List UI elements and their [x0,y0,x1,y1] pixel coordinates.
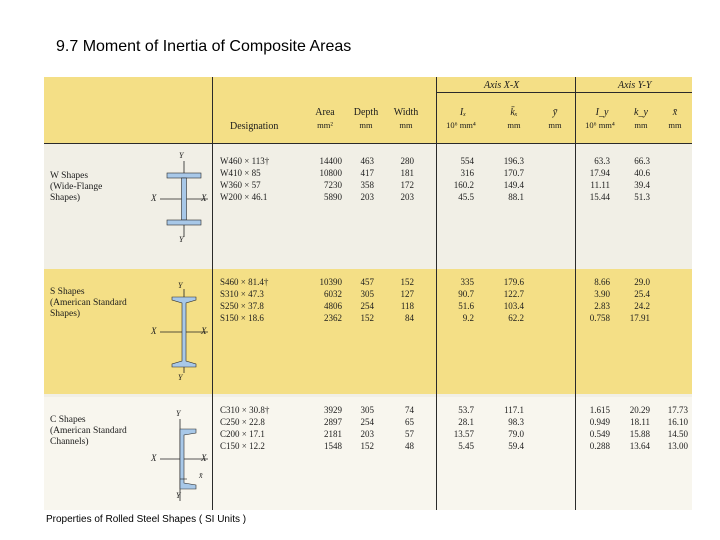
ybar-header: ȳ [552,107,558,118]
axis-xx-header: Axis X-X [484,80,520,91]
w-xbar-col [658,155,688,191]
s-kx-col: 179.6 122.7 103.4 62.2 [503,277,524,323]
w-x-left-label: X [151,193,157,203]
c-ky-col: 20.29 18.11 15.88 13.64 [629,405,650,451]
w-y-bottom-label: Y [179,235,184,244]
divider [44,143,692,144]
c-y-bottom-label: Y [176,491,181,500]
w-kx-col: 196.3 170.7 149.4 88.1 [503,156,524,202]
ky-header: k_y [634,107,648,118]
c-x-left-label: X [151,453,157,463]
w-shapes-label: W Shapes (Wide-Flange Shapes) [50,171,103,203]
s-ix-col: 335 90.7 51.6 9.2 [458,277,474,323]
width-unit: mm [399,120,413,130]
s-depth-col: 457 305 254 152 [360,277,374,323]
c-ix-col: 53.7 28.1 13.57 5.45 [453,405,474,451]
ky-unit: mm [634,120,648,130]
iy-unit: 10⁶ mm⁴ [585,120,615,130]
c-kx-col: 117.1 98.3 79.0 59.4 [504,405,524,451]
c-depth-col: 305 254 203 152 [360,405,374,451]
c-area-col: 3929 2897 2181 1548 [324,405,342,451]
kx-unit: mm [507,120,521,130]
s-width-col: 152 127 118 84 [400,277,414,323]
area-unit: mm² [317,120,333,130]
w-depth-col: 463 417 358 203 [360,156,374,202]
w-width-col: 280 181 172 203 [400,156,414,202]
w-ix-col: 554 316 160.2 45.5 [453,156,474,202]
w-iy-col: 63.3 17.94 11.11 15.44 [589,156,610,202]
slide-title: 9.7 Moment of Inertia of Composite Areas [56,38,352,55]
s-iy-col: 8.66 3.90 2.83 0.758 [589,277,610,323]
designation-header: Designation [230,121,279,132]
s-shapes-label: S Shapes (American Standard Shapes) [50,287,127,319]
depth-unit: mm [359,120,373,130]
c-designation-col: C310 × 30.8† C250 × 22.8 C200 × 17.1 C150 × 12.2 [220,405,270,451]
divider [436,92,692,93]
ix-header: Iₓ [459,107,467,118]
area-header: Area [315,107,335,118]
depth-header: Depth [353,107,379,118]
c-shapes-label: C Shapes (American Standard Channels) [50,415,127,447]
s-x-left-label: X [151,326,157,336]
c-xbar-col: 17.73 16.10 14.50 13.00 [667,405,688,451]
divider [436,77,437,510]
xbar-unit: mm [668,120,682,130]
ybar-unit: mm [548,120,562,130]
w-ky-col: 66.3 40.6 39.4 51.3 [634,156,650,202]
s-area-col: 10390 6032 4806 2362 [319,277,342,323]
w-designation-col: W460 × 113† W410 × 85 W360 × 57 W200 × 46.1 [220,156,270,202]
width-header: Width [393,107,419,118]
ix-unit: 10⁶ mm⁴ [446,120,476,130]
w-x-right-label: X [201,193,207,203]
divider [575,77,576,510]
s-y-bottom-label: Y [178,373,183,382]
s-x-right-label: X [201,326,207,336]
xbar-header: x̄ [672,107,678,118]
c-x-right-label: X [201,453,207,463]
w-y-top-label: Y [179,151,184,160]
steel-shapes-table [44,77,692,510]
s-xbar-col [658,276,688,312]
s-designation-col: S460 × 81.4† S310 × 47.3 S250 × 37.8 S150 × 18.6 [220,277,269,323]
iy-header: I_y [595,107,609,118]
c-y-top-label: Y [176,409,181,418]
s-y-top-label: Y [178,281,183,290]
table-caption: Properties of Rolled Steel Shapes ( SI Units ) [46,514,247,525]
axis-yy-header: Axis Y-Y [618,80,652,91]
c-width-col: 74 65 57 48 [405,405,414,451]
s-ky-col: 29.0 25.4 24.2 17.91 [629,277,650,323]
c-iy-col: 1.615 0.949 0.549 0.288 [589,405,610,451]
w-area-col: 14400 10800 7230 5890 [319,156,342,202]
c-xbar-label: x̄ [199,471,203,480]
kx-header: k̄ₓ [510,107,518,118]
